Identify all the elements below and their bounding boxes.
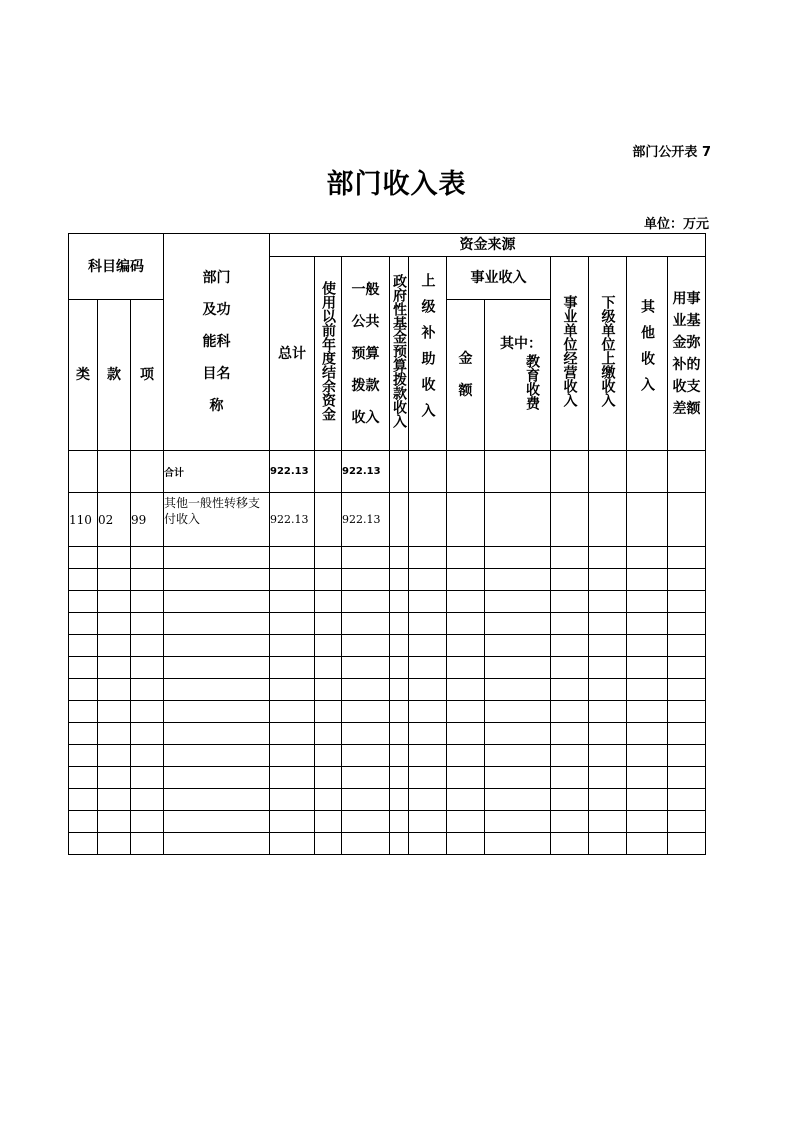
empty-cell: [409, 701, 447, 723]
cell-xiang: 99: [131, 493, 164, 547]
empty-cell: [409, 569, 447, 591]
empty-cell: [164, 569, 270, 591]
table-row-empty: [69, 547, 706, 569]
empty-cell: [315, 569, 342, 591]
empty-cell: [342, 657, 390, 679]
empty-cell: [69, 547, 98, 569]
header-fund-balance: 用事 业基 金弥 补的 收支 差额: [668, 257, 706, 451]
empty-cell: [98, 591, 131, 613]
empty-cell: [390, 811, 409, 833]
empty-cell: [315, 789, 342, 811]
empty-cell: [551, 635, 589, 657]
empty-cell: [409, 723, 447, 745]
empty-cell: [409, 789, 447, 811]
empty-cell: [409, 833, 447, 855]
cell-kuan: 02: [98, 493, 131, 547]
empty-cell: [315, 833, 342, 855]
empty-cell: [668, 613, 706, 635]
empty-cell: [342, 701, 390, 723]
empty-cell: [164, 745, 270, 767]
empty-cell: [164, 657, 270, 679]
header-business-income: 事业收入: [447, 257, 551, 300]
empty-cell: [69, 591, 98, 613]
page-title: 部门收入表: [326, 169, 467, 200]
table-row-empty: [69, 569, 706, 591]
empty-cell: [315, 723, 342, 745]
empty-cell: [270, 657, 315, 679]
empty-cell: [270, 811, 315, 833]
table-row: [69, 493, 706, 547]
empty-cell: [589, 679, 627, 701]
empty-cell: [485, 811, 551, 833]
header-operating: 事业单位经营收入: [551, 257, 589, 451]
table-row-empty: [69, 789, 706, 811]
empty-cell: [447, 811, 485, 833]
empty-cell: [390, 833, 409, 855]
empty-cell: [390, 789, 409, 811]
empty-cell: [164, 613, 270, 635]
header-kuan: 款: [98, 300, 131, 451]
empty-cell: [390, 547, 409, 569]
empty-cell: [627, 811, 668, 833]
empty-cell: [485, 547, 551, 569]
empty-cell: [315, 547, 342, 569]
empty-cell: [589, 591, 627, 613]
empty-cell: [447, 679, 485, 701]
header-other: 其他收入: [627, 257, 668, 451]
empty-cell: [447, 569, 485, 591]
empty-cell: [131, 657, 164, 679]
empty-cell: [485, 833, 551, 855]
empty-cell: [131, 635, 164, 657]
empty-cell: [98, 635, 131, 657]
empty-cell: [131, 679, 164, 701]
table-row-empty: [69, 679, 706, 701]
empty-cell: [98, 657, 131, 679]
empty-cell: [270, 723, 315, 745]
empty-cell: [668, 767, 706, 789]
empty-cell: [131, 767, 164, 789]
empty-cell: [69, 635, 98, 657]
edu-fee-text: 教育收费: [524, 354, 540, 410]
empty-cell: [668, 701, 706, 723]
empty-cell: [668, 569, 706, 591]
empty-cell: [270, 833, 315, 855]
empty-cell: [69, 701, 98, 723]
empty-cell: [69, 657, 98, 679]
empty-cell: [485, 679, 551, 701]
empty-cell: [627, 723, 668, 745]
empty-cell: [627, 701, 668, 723]
empty-cell: [164, 635, 270, 657]
empty-cell: [390, 657, 409, 679]
empty-cell: [589, 635, 627, 657]
empty-cell: [164, 811, 270, 833]
header-code-group: 科目编码: [69, 234, 164, 300]
empty-cell: [447, 767, 485, 789]
empty-cell: [551, 811, 589, 833]
empty-cell: [315, 591, 342, 613]
table-row-empty: [69, 833, 706, 855]
empty-cell: [668, 723, 706, 745]
form-number: 部门公开表 7: [632, 145, 711, 160]
cell-total: 922.13: [270, 451, 315, 493]
empty-cell: [409, 657, 447, 679]
empty-cell: [69, 811, 98, 833]
empty-cell: [447, 657, 485, 679]
table-row-total: [69, 451, 706, 493]
empty-cell: [131, 547, 164, 569]
empty-cell: [390, 679, 409, 701]
empty-cell: [270, 635, 315, 657]
empty-cell: [315, 635, 342, 657]
header-funding-source: 资金来源: [270, 234, 706, 257]
empty-cell: [270, 767, 315, 789]
empty-cell: [315, 811, 342, 833]
empty-cell: [98, 613, 131, 635]
empty-cell: [342, 569, 390, 591]
empty-cell: [485, 635, 551, 657]
empty-cell: [668, 591, 706, 613]
empty-cell: [627, 613, 668, 635]
empty-cell: [551, 745, 589, 767]
empty-cell: [131, 613, 164, 635]
empty-cell: [589, 657, 627, 679]
empty-cell: [164, 679, 270, 701]
empty-cell: [390, 569, 409, 591]
empty-cell: [98, 679, 131, 701]
cell-name: 合计: [164, 451, 270, 493]
empty-cell: [447, 833, 485, 855]
empty-cell: [270, 591, 315, 613]
empty-cell: [409, 635, 447, 657]
empty-cell: [315, 657, 342, 679]
unit-label: 单位：万元: [643, 217, 709, 232]
empty-cell: [164, 767, 270, 789]
header-dept: 部门 及功 能科 目名 称: [164, 234, 270, 451]
header-xiang: 项: [131, 300, 164, 451]
empty-cell: [69, 569, 98, 591]
empty-cell: [342, 833, 390, 855]
empty-cell: [447, 613, 485, 635]
empty-cell: [409, 547, 447, 569]
empty-cell: [409, 679, 447, 701]
table-row-empty: [69, 591, 706, 613]
empty-cell: [69, 789, 98, 811]
empty-cell: [668, 745, 706, 767]
header-prior-balance: 使用以前年度结余资金: [315, 257, 342, 451]
table-row-empty: [69, 767, 706, 789]
empty-cell: [270, 569, 315, 591]
empty-cell: [551, 613, 589, 635]
cell-general-budget: 922.13: [342, 493, 390, 547]
empty-cell: [342, 547, 390, 569]
empty-cell: [131, 569, 164, 591]
empty-cell: [98, 789, 131, 811]
empty-cell: [668, 833, 706, 855]
empty-cell: [589, 613, 627, 635]
empty-cell: [342, 811, 390, 833]
empty-cell: [627, 635, 668, 657]
cell-total: 922.13: [270, 493, 315, 547]
empty-cell: [390, 745, 409, 767]
empty-cell: [270, 547, 315, 569]
empty-cell: [342, 789, 390, 811]
table-row-empty: [69, 701, 706, 723]
empty-cell: [551, 789, 589, 811]
empty-cell: [98, 701, 131, 723]
empty-cell: [164, 833, 270, 855]
empty-cell: [485, 723, 551, 745]
empty-cell: [69, 679, 98, 701]
empty-cell: [164, 547, 270, 569]
empty-cell: [164, 723, 270, 745]
empty-cell: [270, 679, 315, 701]
empty-cell: [551, 569, 589, 591]
empty-cell: [447, 745, 485, 767]
empty-cell: [627, 745, 668, 767]
empty-cell: [390, 591, 409, 613]
empty-cell: [485, 657, 551, 679]
empty-cell: [447, 701, 485, 723]
empty-cell: [589, 833, 627, 855]
income-table: [68, 233, 706, 855]
empty-cell: [668, 811, 706, 833]
empty-cell: [409, 745, 447, 767]
empty-cell: [98, 767, 131, 789]
cell-prior-balance: [315, 451, 342, 493]
empty-cell: [131, 723, 164, 745]
table-row-empty: [69, 723, 706, 745]
empty-cell: [409, 811, 447, 833]
empty-cell: [98, 569, 131, 591]
empty-cell: [447, 547, 485, 569]
empty-cell: [270, 613, 315, 635]
empty-cell: [551, 591, 589, 613]
empty-cell: [589, 547, 627, 569]
table-row-empty: [69, 745, 706, 767]
empty-cell: [390, 635, 409, 657]
cell-xiang: [131, 451, 164, 493]
empty-cell: [390, 701, 409, 723]
empty-cell: [315, 613, 342, 635]
empty-cell: [98, 723, 131, 745]
empty-cell: [342, 635, 390, 657]
empty-cell: [627, 569, 668, 591]
table-row-empty: [69, 613, 706, 635]
empty-cell: [447, 723, 485, 745]
empty-cell: [551, 833, 589, 855]
empty-cell: [668, 657, 706, 679]
empty-cell: [164, 701, 270, 723]
empty-cell: [589, 767, 627, 789]
empty-cell: [485, 569, 551, 591]
empty-cell: [668, 547, 706, 569]
header-amount: 金 额: [447, 300, 485, 451]
empty-cell: [131, 745, 164, 767]
empty-cell: [164, 591, 270, 613]
cell-lei: 110: [69, 493, 98, 547]
empty-cell: [485, 613, 551, 635]
empty-cell: [627, 591, 668, 613]
empty-cell: [342, 723, 390, 745]
edu-fee-prefix: 其中：: [500, 336, 542, 352]
header-total: 总计: [270, 257, 315, 451]
empty-cell: [447, 591, 485, 613]
empty-cell: [390, 613, 409, 635]
empty-cell: [627, 657, 668, 679]
empty-cell: [668, 789, 706, 811]
empty-cell: [627, 679, 668, 701]
header-edu-fee: [485, 300, 551, 451]
empty-cell: [668, 635, 706, 657]
header-lower-turnover: 下级单位上缴收入: [589, 257, 627, 451]
empty-cell: [342, 613, 390, 635]
empty-cell: [131, 591, 164, 613]
empty-cell: [69, 767, 98, 789]
empty-cell: [627, 789, 668, 811]
empty-cell: [131, 811, 164, 833]
empty-cell: [551, 679, 589, 701]
table-row-empty: [69, 657, 706, 679]
empty-cell: [589, 745, 627, 767]
empty-cell: [551, 547, 589, 569]
empty-cell: [98, 547, 131, 569]
empty-cell: [447, 635, 485, 657]
empty-cell: [342, 591, 390, 613]
empty-cell: [131, 701, 164, 723]
cell-prior-balance: [315, 493, 342, 547]
empty-cell: [551, 701, 589, 723]
empty-cell: [98, 745, 131, 767]
cell-lei: [69, 451, 98, 493]
empty-cell: [485, 591, 551, 613]
empty-cell: [551, 767, 589, 789]
empty-cell: [164, 789, 270, 811]
empty-cell: [409, 591, 447, 613]
empty-cell: [409, 613, 447, 635]
empty-cell: [485, 701, 551, 723]
empty-cell: [627, 767, 668, 789]
empty-cell: [315, 679, 342, 701]
cell-general-budget: 922.13: [342, 451, 390, 493]
empty-cell: [589, 811, 627, 833]
empty-cell: [342, 745, 390, 767]
table-row-empty: [69, 635, 706, 657]
empty-cell: [589, 701, 627, 723]
empty-cell: [409, 767, 447, 789]
empty-cell: [342, 679, 390, 701]
header-gov-fund: 政府性基金预算拨款收入: [390, 257, 409, 451]
empty-cell: [69, 723, 98, 745]
empty-cell: [315, 745, 342, 767]
empty-cell: [589, 723, 627, 745]
empty-cell: [627, 833, 668, 855]
empty-cell: [390, 767, 409, 789]
empty-cell: [69, 613, 98, 635]
empty-cell: [485, 745, 551, 767]
empty-cell: [69, 745, 98, 767]
empty-cell: [447, 789, 485, 811]
empty-cell: [589, 789, 627, 811]
empty-cell: [270, 789, 315, 811]
empty-cell: [342, 767, 390, 789]
empty-cell: [270, 745, 315, 767]
empty-cell: [485, 767, 551, 789]
empty-cell: [627, 547, 668, 569]
empty-cell: [270, 701, 315, 723]
cell-name: 其他一般性转移支付收入: [164, 493, 270, 547]
empty-cell: [390, 723, 409, 745]
header-general-budget: 一般 公共 预算 拨款 收入: [342, 257, 390, 451]
empty-cell: [131, 833, 164, 855]
header-lei: 类: [69, 300, 98, 451]
table-row-empty: [69, 811, 706, 833]
empty-cell: [315, 701, 342, 723]
header-superior-subsidy: 上级补助收入: [409, 257, 447, 451]
empty-cell: [589, 569, 627, 591]
empty-cell: [551, 657, 589, 679]
empty-cell: [98, 833, 131, 855]
empty-cell: [98, 811, 131, 833]
empty-cell: [551, 723, 589, 745]
empty-cell: [315, 767, 342, 789]
empty-cell: [668, 679, 706, 701]
cell-kuan: [98, 451, 131, 493]
empty-cell: [131, 789, 164, 811]
empty-cell: [485, 789, 551, 811]
empty-cell: [69, 833, 98, 855]
